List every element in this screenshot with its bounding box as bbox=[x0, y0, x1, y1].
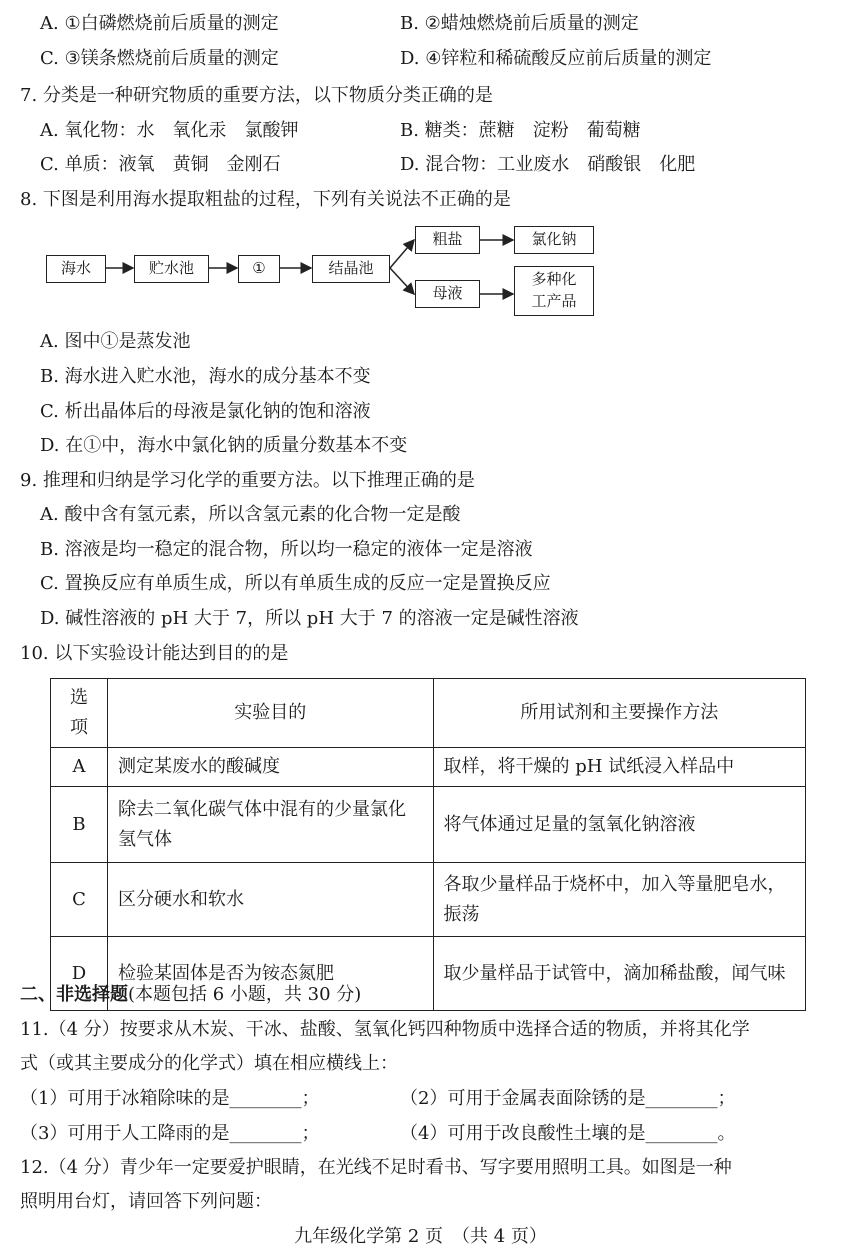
row-purpose: 区分硬水和软水 bbox=[107, 863, 433, 937]
header-method: 所用试剂和主要操作方法 bbox=[433, 679, 806, 748]
row-purpose: 测定某废水的酸碱度 bbox=[107, 748, 433, 787]
q11-item-2: （2）可用于金属表面除锈的是________； bbox=[400, 1088, 736, 1109]
flow-box-chemical-products bbox=[514, 266, 594, 316]
q11-item-4: （4）可用于改良酸性土壤的是________。 bbox=[400, 1123, 736, 1144]
q8-option-d: D. 在①中，海水中氯化钠的质量分数基本不变 bbox=[40, 435, 408, 456]
q7-option-c: C. 单质：液氧 黄铜 金刚石 bbox=[40, 154, 281, 175]
header-purpose: 实验目的 bbox=[107, 679, 433, 748]
q7-stem: 7. 分类是一种研究物质的重要方法，以下物质分类正确的是 bbox=[20, 85, 493, 106]
row-method: 各取少量样品于烧杯中，加入等量肥皂水，振荡 bbox=[433, 863, 806, 937]
chemical-products-line-2: 工产品 bbox=[531, 292, 577, 310]
row-option: D bbox=[51, 937, 108, 1011]
q12-stem-line-2: 照明用台灯，请回答下列问题： bbox=[20, 1191, 272, 1212]
q12-stem-line-1: 12.（4 分）青少年一定要爱护眼睛，在光线不足时看书、写字要用照明工具。如图是一种 bbox=[20, 1157, 732, 1178]
q10-stem: 10. 以下实验设计能达到目的的是 bbox=[20, 643, 289, 664]
arrow bbox=[390, 240, 414, 268]
q11-stem-line-2: 式（或其主要成分的化学式）填在相应横线上： bbox=[20, 1053, 398, 1074]
q8-stem: 8. 下图是利用海水提取粗盐的过程，下列有关说法不正确的是 bbox=[20, 189, 511, 210]
q11-item-1: （1）可用于冰箱除味的是________； bbox=[20, 1088, 320, 1109]
q9-option-c: C. 置换反应有单质生成，所以有单质生成的反应一定是置换反应 bbox=[40, 573, 551, 594]
q6-option-b: B. ②蜡烛燃烧前后质量的测定 bbox=[400, 13, 639, 34]
q6-option-c: C. ③镁条燃烧前后质量的测定 bbox=[40, 48, 279, 69]
flow-box-crude-salt: 粗盐 bbox=[415, 226, 480, 254]
q7-option-b: B. 糖类：蔗糖 淀粉 葡萄糖 bbox=[400, 120, 641, 141]
q6-option-a: A. ①白磷燃烧前后质量的测定 bbox=[40, 13, 279, 34]
q10-table bbox=[50, 678, 806, 1011]
q9-option-d: D. 碱性溶液的 pH 大于 7，所以 pH 大于 7 的溶液一定是碱性溶液 bbox=[40, 608, 579, 629]
q8-option-b: B. 海水进入贮水池，海水的成分基本不变 bbox=[40, 366, 371, 387]
header-option: 选项 bbox=[51, 679, 108, 748]
flow-box-storage-pool: 贮水池 bbox=[134, 255, 209, 283]
flow-box-mother-liquor: 母液 bbox=[415, 280, 480, 308]
q9-stem: 9. 推理和归纳是学习化学的重要方法。以下推理正确的是 bbox=[20, 470, 475, 491]
q7-option-a: A. 氧化物：水 氧化汞 氯酸钾 bbox=[40, 120, 299, 141]
row-option: C bbox=[51, 863, 108, 937]
row-method: 将气体通过足量的氢氧化钠溶液 bbox=[433, 787, 806, 863]
chemical-products-line-1: 多种化 bbox=[531, 270, 577, 288]
arrow bbox=[390, 268, 414, 294]
flow-box-seawater: 海水 bbox=[46, 255, 106, 283]
row-option: B bbox=[51, 787, 108, 863]
row-method: 取少量样品于试管中，滴加稀盐酸，闻气味 bbox=[433, 937, 806, 1011]
q8-option-a: A. 图中①是蒸发池 bbox=[40, 331, 191, 352]
flow-box-step-1: ① bbox=[238, 255, 280, 283]
table-header-row bbox=[51, 679, 806, 748]
table-row bbox=[51, 787, 806, 863]
q9-option-b: B. 溶液是均一稳定的混合物，所以均一稳定的液体一定是溶液 bbox=[40, 539, 533, 560]
q9-option-a: A. 酸中含有氢元素，所以含氢元素的化合物一定是酸 bbox=[40, 504, 461, 525]
q8-option-c: C. 析出晶体后的母液是氯化钠的饱和溶液 bbox=[40, 401, 371, 422]
table-row bbox=[51, 863, 806, 937]
page-footer: 九年级化学第 2 页 （共 4 页） bbox=[294, 1226, 547, 1247]
section-2-heading bbox=[20, 983, 361, 1007]
q11-stem-line-1: 11.（4 分）按要求从木炭、干冰、盐酸、氢氧化钙四种物质中选择合适的物质，并将其化学 bbox=[20, 1019, 750, 1040]
q6-option-d: D. ④锌粒和稀硫酸反应前后质量的测定 bbox=[400, 48, 712, 69]
row-purpose: 除去二氧化碳气体中混有的少量氯化氢气体 bbox=[107, 787, 433, 863]
section-2-title: 二、非选择题 bbox=[20, 984, 128, 1005]
row-purpose: 检验某固体是否为铵态氮肥 bbox=[107, 937, 433, 1011]
row-option: A bbox=[51, 748, 108, 787]
section-2-note: (本题包括 6 小题，共 30 分) bbox=[128, 984, 362, 1005]
q11-item-3: （3）可用于人工降雨的是________； bbox=[20, 1123, 320, 1144]
table-row bbox=[51, 748, 806, 787]
flow-box-sodium-chloride: 氯化钠 bbox=[514, 226, 594, 254]
q7-option-d: D. 混合物：工业废水 硝酸银 化肥 bbox=[400, 154, 696, 175]
flow-box-crystallization-pool: 结晶池 bbox=[312, 255, 390, 283]
row-method: 取样，将干燥的 pH 试纸浸入样品中 bbox=[433, 748, 806, 787]
